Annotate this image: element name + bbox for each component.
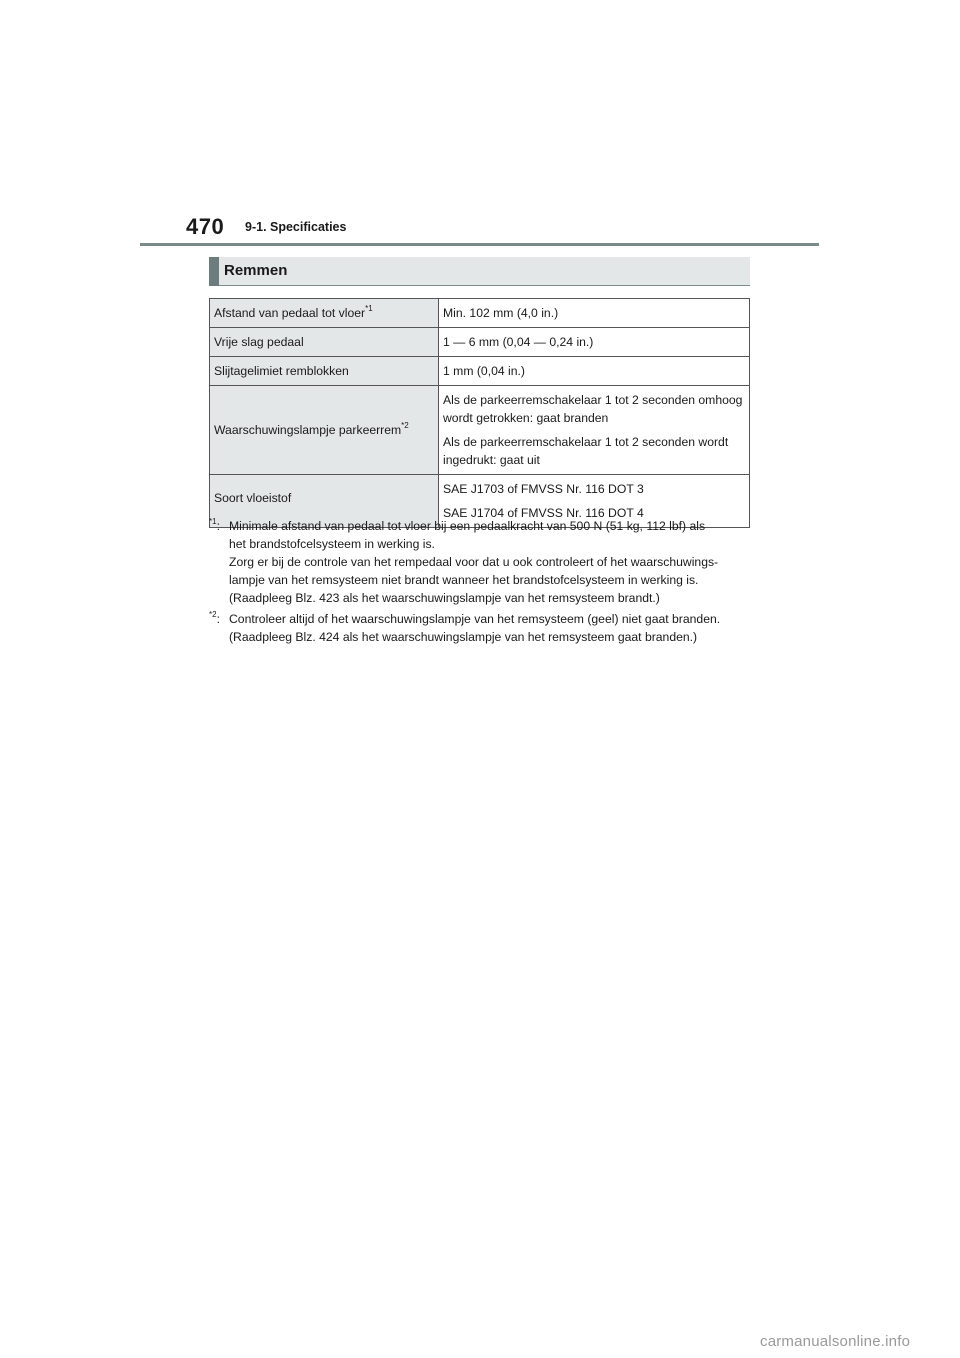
table-row	[210, 386, 750, 475]
footnote-line: lampje van het remsysteem niet brandt wanneer het brandstofcelsysteem in werking is.	[229, 573, 699, 587]
footnote-line: (Raadpleeg Blz. 424 als het waarschuwingslampje van het remsysteem gaat branden.)	[229, 630, 698, 644]
heading-accent	[209, 257, 219, 286]
row-label	[210, 299, 439, 328]
section-heading-bar	[209, 257, 750, 286]
value-text: SAE J1704 of FMVSS Nr. 116 DOT 4	[443, 506, 644, 520]
page-number: 470	[186, 214, 225, 239]
label-text: Vrije slag pedaal	[214, 335, 304, 349]
footnote-mark-text: *1	[209, 516, 217, 526]
row-value	[439, 357, 750, 386]
footnote-body	[229, 610, 720, 646]
footnote	[209, 517, 754, 607]
footnote	[209, 610, 754, 646]
footnote-line: Minimale afstand van pedaal tot vloer bij een pedaalkracht van 500 N (51 kg, 112 lbf) als	[229, 519, 706, 533]
row-label	[210, 386, 439, 475]
section-heading: Remmen	[224, 262, 288, 279]
table-row	[210, 299, 750, 328]
value-text: 1 mm (0,04 in.)	[443, 364, 525, 378]
watermark: carmanualsonline.info	[760, 1333, 911, 1350]
specifications-table	[209, 298, 750, 528]
section-title: 9-1. Specificaties	[245, 220, 347, 234]
footnote-mark: $^{*1}$:	[209, 516, 220, 533]
row-value	[439, 328, 750, 357]
label-text: Waarschuwingslampje parkeerrem	[214, 423, 402, 437]
footnote-mark: $^{*2}$:	[209, 609, 220, 626]
label-text: Soort vloeistof	[214, 491, 292, 505]
row-value	[439, 299, 750, 328]
row-label	[210, 357, 439, 386]
value-text: Als de parkeerremschakelaar 1 tot 2 seconden omhoog wordt getrokken: gaat branden	[443, 393, 743, 425]
footnote-line: het brandstofcelsysteem in werking is.	[229, 537, 435, 551]
footnote-line: Controleer altijd of het waarschuwingslampje van het remsysteem (geel) niet gaat branden.	[229, 612, 721, 626]
footnote-body	[229, 517, 718, 607]
table-row	[210, 357, 750, 386]
footnote-ref: *1	[365, 303, 373, 313]
footnote-line: Zorg er bij de controle van het rempedaal voor dat u ook controleert of het waarschuwings-	[229, 555, 719, 569]
footnote-ref: *2	[401, 420, 409, 430]
value-text: Als de parkeerremschakelaar 1 tot 2 seconden wordt ingedrukt: gaat uit	[443, 435, 729, 467]
row-value	[439, 386, 750, 475]
footnote-mark-text: *2	[209, 609, 217, 619]
label-text: Afstand van pedaal tot vloer	[214, 306, 366, 320]
table-row	[210, 328, 750, 357]
footnote-line: (Raadpleeg Blz. 423 als het waarschuwingslampje van het remsysteem brandt.)	[229, 591, 660, 605]
value-text: SAE J1703 of FMVSS Nr. 116 DOT 3	[443, 482, 644, 496]
header-divider	[140, 243, 819, 246]
footnotes	[209, 517, 754, 649]
row-label	[210, 328, 439, 357]
value-text: 1 — 6 mm (0,04 — 0,24 in.)	[443, 335, 594, 349]
label-text: Slijtagelimiet remblokken	[214, 364, 349, 378]
value-text: Min. 102 mm (4,0 in.)	[443, 306, 559, 320]
